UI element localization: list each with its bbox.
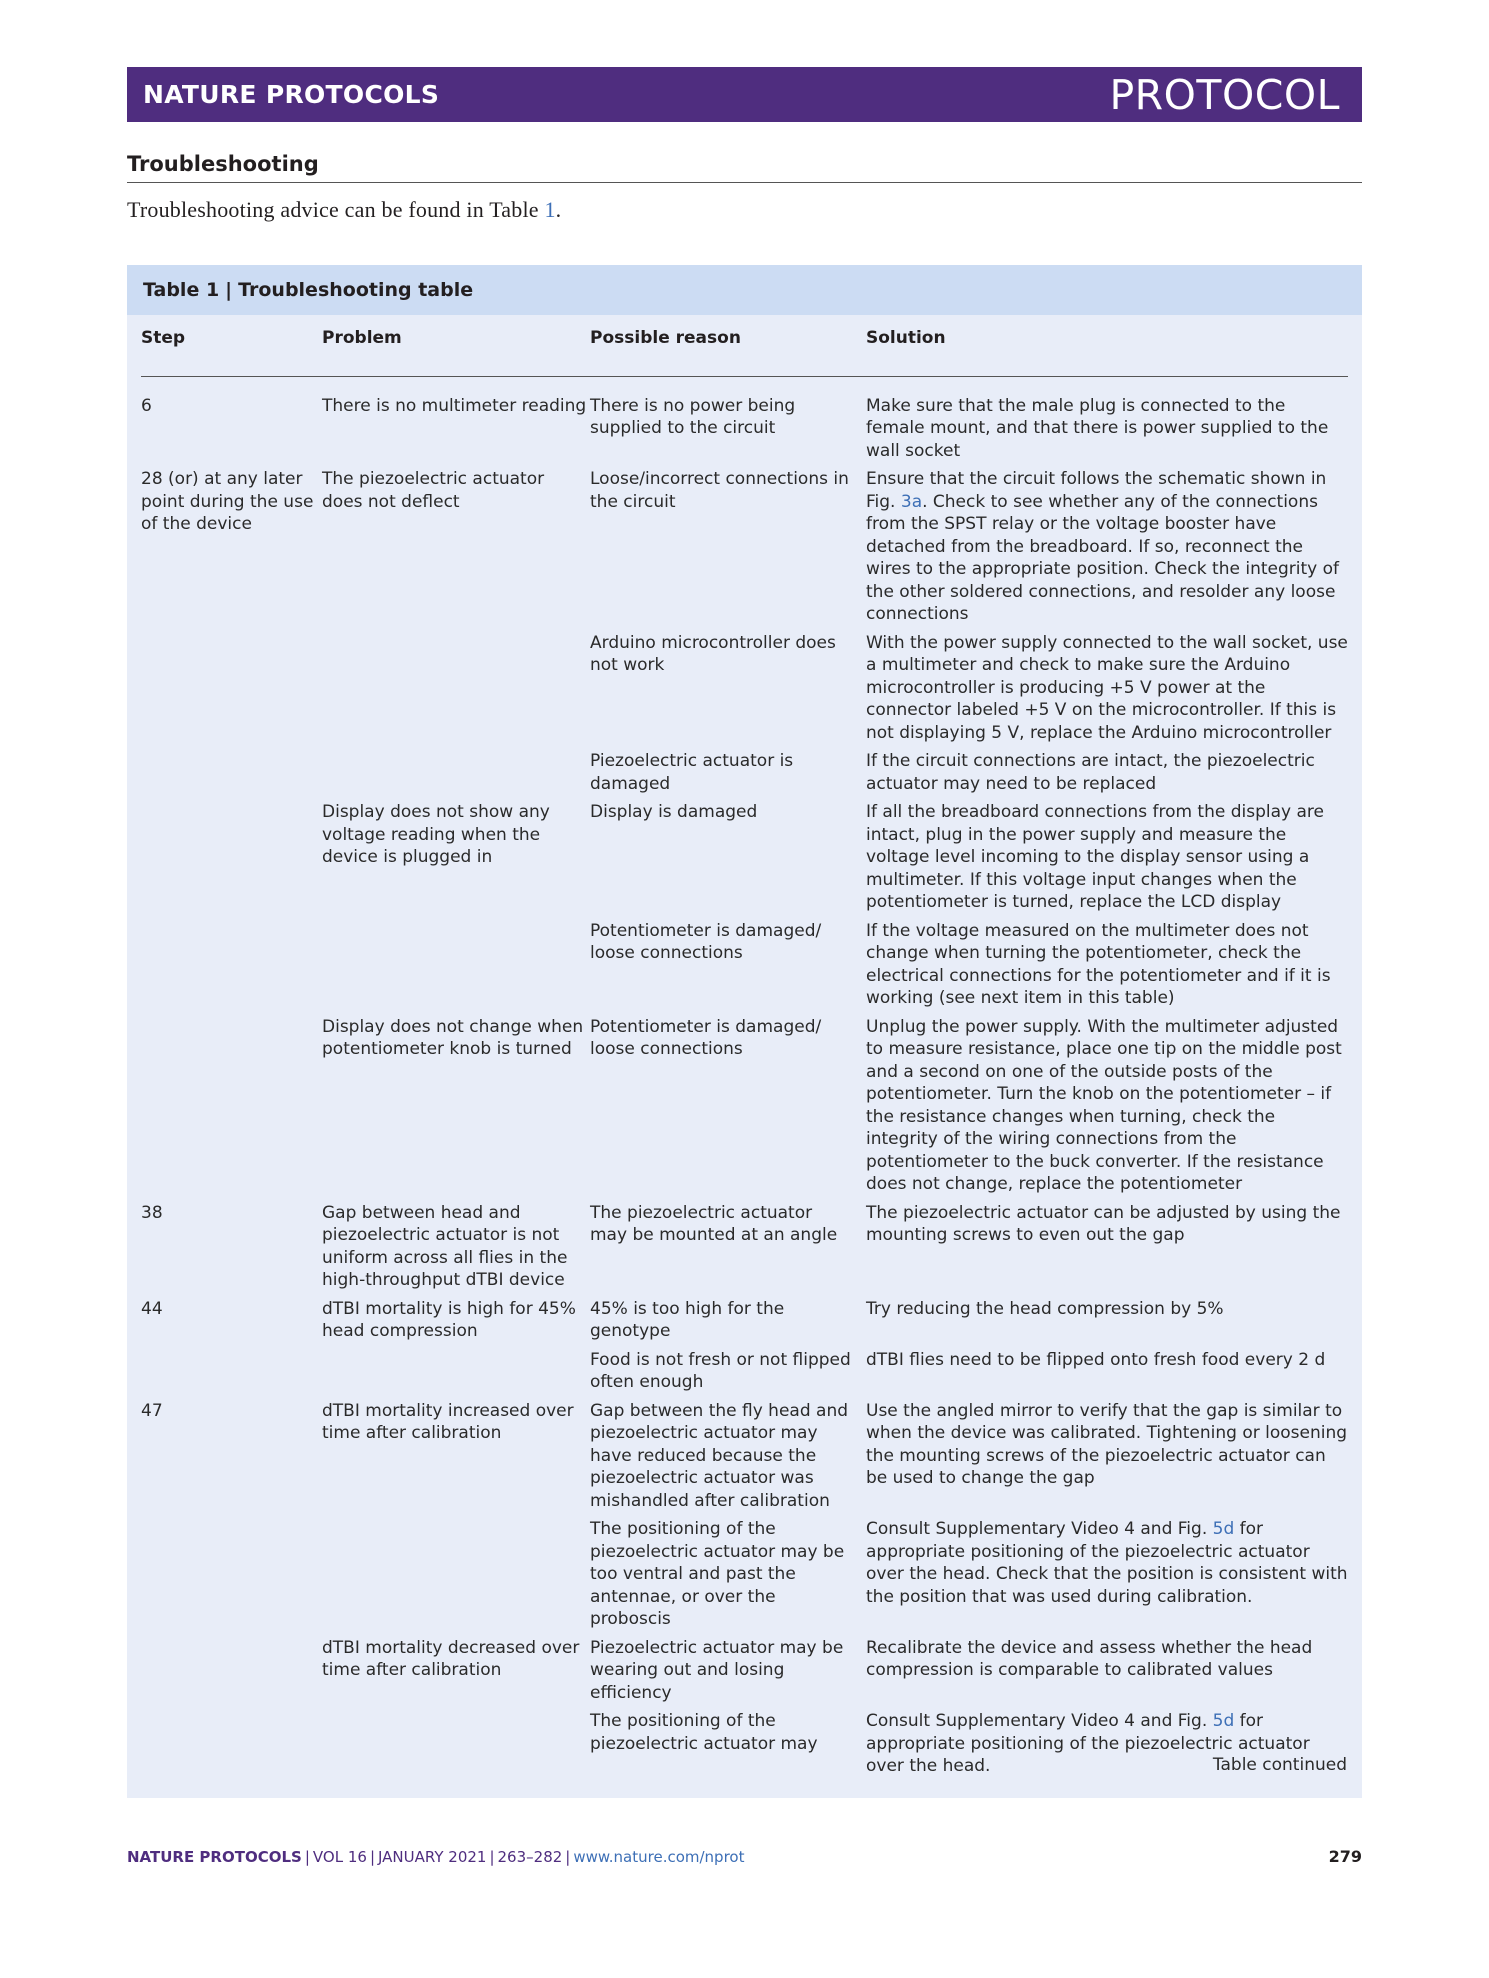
cell-solution: Recalibrate the device and assess whether the head compression is comparable to calibrated values — [866, 1637, 1313, 1680]
article-type: PROTOCOL — [1109, 70, 1340, 119]
table-reference-link[interactable]: 1 — [544, 197, 556, 222]
cell-reason: The positioning of the piezoelectric actuator may — [590, 1711, 818, 1754]
cell-solution — [863, 468, 1348, 632]
cell-problem: The piezoelectric actuator does not deflect — [322, 469, 545, 512]
cell-solution: With the power supply connected to the wall socket, use a multimeter and check to make sure the Arduino microcontroller is producing +5 V power at the connector labeled +5 V on the microcontroller. If this is not displaying 5 V, replace the Arduino microcontroller — [866, 632, 1348, 743]
cell-reason: Arduino microcontroller does not work — [590, 632, 836, 675]
table-row — [141, 1518, 1348, 1637]
column-header-problem: Problem — [320, 327, 587, 376]
cell-step — [141, 632, 320, 751]
cell-problem — [320, 920, 587, 1016]
cell-problem — [320, 750, 587, 801]
table-title: Troubleshooting table — [238, 279, 474, 301]
cell-step — [141, 801, 320, 920]
cell-solution — [863, 1518, 1348, 1637]
footer-url-link[interactable]: www.nature.com/nprot — [573, 1848, 745, 1866]
cell-reason: Food is not fresh or not flipped often enough — [590, 1349, 851, 1392]
table-row — [141, 376, 1348, 468]
figure-link-5d[interactable]: 5d — [1212, 1519, 1235, 1539]
footer-citation: NATURE PROTOCOLS | VOL 16 | JANUARY 2021 | 263–282 | www.nature.com/nprot — [127, 1848, 745, 1866]
page-footer — [127, 1847, 1362, 1866]
table-row — [141, 920, 1348, 1016]
table-row — [141, 632, 1348, 751]
table-row — [141, 1637, 1348, 1711]
column-header-reason: Possible reason — [587, 327, 863, 376]
cell-step — [141, 1710, 320, 1784]
cell-reason: Loose/incorrect connections in the circuit — [590, 469, 849, 512]
cell-reason: The piezoelectric actuator may be mounted at an angle — [590, 1202, 838, 1245]
cell-reason: Display is damaged — [590, 802, 758, 822]
cell-reason: Potentiometer is damaged/ loose connections — [590, 920, 822, 963]
cell-problem — [320, 1710, 587, 1784]
cell-problem: Gap between head and piezoelectric actuator is not uniform across all flies in the high-throughput dTBI device — [322, 1202, 568, 1290]
cell-reason: Gap between the fly head and piezoelectric actuator may have reduced because the piezoelectric actuator was mishandled after calibration — [590, 1400, 849, 1511]
cell-reason: Piezoelectric actuator is damaged — [590, 751, 794, 794]
table-row — [141, 1710, 1348, 1784]
cell-problem: Display does not show any voltage reading when the device is plugged in — [322, 802, 550, 867]
cell-problem: Display does not change when potentiometer knob is turned — [322, 1016, 584, 1059]
cell-reason: Piezoelectric actuator may be wearing out and losing efficiency — [590, 1637, 844, 1703]
page-number: 279 — [1328, 1847, 1362, 1866]
cell-problem: dTBI mortality is high for 45% head compression — [322, 1298, 576, 1341]
cell-solution: Use the angled mirror to verify that the gap is similar to when the device was calibrated. Tightening or loosening the mounting screws of the piezoelectric actuator can be used to change the gap — [866, 1400, 1348, 1488]
cell-step: 47 — [141, 1400, 163, 1421]
intro-end: . — [555, 197, 562, 222]
cell-step: 44 — [141, 1298, 163, 1319]
cell-step — [141, 1349, 320, 1400]
table-row — [141, 801, 1348, 920]
cell-step — [141, 1637, 320, 1711]
cell-solution: dTBI flies need to be flipped onto fresh food every 2 d — [866, 1349, 1326, 1370]
table-row — [141, 1400, 1348, 1519]
caption-separator: | — [225, 279, 233, 301]
footer-date: JANUARY 2021 — [378, 1848, 487, 1866]
footer-pages: 263–282 — [497, 1848, 563, 1866]
cell-reason: 45% is too high for the genotype — [590, 1298, 785, 1341]
cell-step — [141, 920, 320, 1016]
solution-text: Consult Supplementary Video 4 and Fig. — [866, 1519, 1213, 1539]
solution-text: . Check to see whether any of the connections from the SPST relay or the voltage booster have detached from the breadboard. If so, reconnect the wires to the appropriate position. Check the integrity of the other soldered connections, and resolder any loose connections — [866, 491, 1339, 624]
intro-paragraph — [127, 197, 561, 223]
table-row — [141, 1349, 1348, 1400]
table-header-row — [141, 327, 1348, 376]
solution-text: Consult Supplementary Video 4 and Fig. — [866, 1711, 1213, 1731]
cell-step — [141, 1016, 320, 1202]
cell-step: 38 — [141, 1202, 163, 1223]
cell-step: 6 — [141, 395, 152, 416]
column-header-step: Step — [141, 327, 320, 376]
troubleshooting-table — [141, 327, 1348, 1784]
cell-step — [141, 1518, 320, 1637]
cell-reason: There is no power being supplied to the circuit — [590, 395, 796, 438]
column-header-solution: Solution — [863, 327, 1348, 376]
figure-link-3a[interactable]: 3a — [900, 491, 923, 512]
table-label: Table 1 — [143, 279, 220, 301]
section-heading: Troubleshooting — [127, 152, 1362, 183]
cell-problem — [320, 1349, 587, 1400]
cell-reason: Potentiometer is damaged/ loose connections — [590, 1016, 822, 1059]
table-caption — [127, 265, 1362, 315]
cell-solution: If the voltage measured on the multimeter does not change when turning the potentiometer, check the electrical connections for the potentiometer and if it is working (see next item in this table) — [866, 920, 1331, 1008]
cell-problem — [320, 1518, 587, 1637]
cell-problem — [320, 632, 587, 751]
solution-text: for appropriate positioning of the piezoelectric actuator over the head. Check that the position is consistent with the position that was used during calibration. — [866, 1519, 1348, 1607]
journal-banner — [127, 67, 1362, 122]
cell-solution: Unplug the power supply. With the multimeter adjusted to measure resistance, place one tip on the middle post and a second on one of the outside posts of the potentiometer. Turn the knob on the potentiometer – if the resistance changes when turning, check the integrity of the wiring connections from the potentiometer to the buck converter. If the resistance does not change, replace the potentiometer — [866, 1016, 1342, 1194]
cell-solution: Try reducing the head compression by 5% — [866, 1298, 1224, 1319]
figure-link-5d[interactable]: 5d — [1212, 1711, 1235, 1731]
table-row — [141, 468, 1348, 632]
table-continued-note: Table continued — [1212, 1755, 1347, 1775]
cell-step: 28 (or) at any later point during the use of the device — [141, 469, 314, 534]
journal-name: NATURE PROTOCOLS — [143, 80, 440, 109]
cell-step — [141, 750, 320, 801]
footer-volume: VOL 16 — [312, 1848, 367, 1866]
table-row — [141, 750, 1348, 801]
solution-text: for appropriate positioning of the piezoelectric actuator over the head. — [866, 1711, 1310, 1776]
cell-solution: Make sure that the male plug is connected to the female mount, and that there is power supplied to the wall socket — [866, 395, 1329, 461]
table-row — [141, 1016, 1348, 1202]
cell-problem: dTBI mortality decreased over time after calibration — [322, 1637, 580, 1680]
cell-solution: The piezoelectric actuator can be adjusted by using the mounting screws to even out the gap — [866, 1202, 1341, 1245]
footer-journal: NATURE PROTOCOLS — [127, 1848, 302, 1866]
table-row — [141, 1202, 1348, 1298]
solution-text: Ensure that the circuit follows the schematic shown in Fig. — [866, 469, 1327, 512]
cell-problem: There is no multimeter reading — [322, 395, 587, 416]
cell-problem: dTBI mortality increased over time after calibration — [322, 1400, 574, 1443]
cell-solution: If all the breadboard connections from the display are intact, plug in the power supply and measure the voltage level incoming to the display sensor using a multimeter. If this voltage input changes when the potentiometer is turned, replace the LCD display — [866, 802, 1324, 912]
intro-text: Troubleshooting advice can be found in Table — [127, 197, 545, 222]
cell-reason: The positioning of the piezoelectric actuator may be too ventral and past the antennae, or over the proboscis — [590, 1519, 845, 1629]
cell-solution: If the circuit connections are intact, the piezoelectric actuator may need to be replaced — [866, 751, 1315, 794]
table-row — [141, 1298, 1348, 1349]
troubleshooting-table-box — [127, 265, 1362, 1798]
